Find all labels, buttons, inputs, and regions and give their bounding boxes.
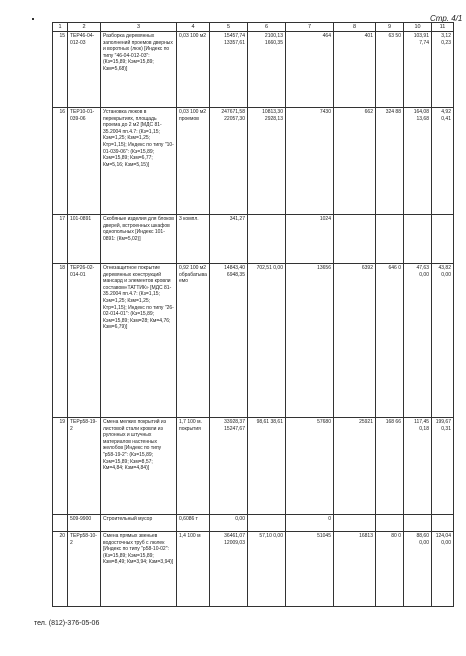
unit-cost-machines: [248, 215, 286, 264]
col-1: 1: [53, 23, 68, 32]
work-description: Установка люков в перекрытиях, площадь проема до 2 м2 [МДС 81-35.2004 пп.4.7: (Кз=1,15; Кэм=1,25; Кзм=1,25; Ктр=1,15); Индекс по типу "10-01-039-06": (Кз=15,89; Кэм=15,89; Кзм=6,77; Км=5,16; Кзм=5,15)]: [101, 108, 177, 215]
total-wages: 6392: [334, 264, 376, 418]
work-description: Разборка деревянных заполнений проемов дверных и воротных (люк) [Индекс по типу "46-04-012-03": (Кз=15,89; Кэм=15,89; Кзм=5,68)]: [101, 32, 177, 108]
table-row: [53, 32, 454, 108]
total-machines: 80 0: [376, 532, 404, 607]
total-wages: 25921: [334, 418, 376, 515]
work-description: Смена прямых звеньев водосточных труб с люлек [Индекс по типу "р58-10-02": (Кз=15,89; Кэм=15,89; Кзм=8,49; Км=3,94; Кзм=3,94)]: [101, 532, 177, 607]
labor-unit: 88,60 0,00: [404, 532, 432, 607]
rate-code: ТЕР46-04-012-03: [68, 32, 101, 108]
labor-unit: 47,63 0,00: [404, 264, 432, 418]
col-6: 6: [248, 23, 286, 32]
row-number: 15: [53, 32, 68, 108]
row-number: [53, 515, 68, 532]
footer-phone: тел. (812)-376-05-06: [34, 620, 100, 627]
total-wages: [334, 515, 376, 532]
total-machines: 324 88: [376, 108, 404, 215]
labor-unit: 103,91 7,74: [404, 32, 432, 108]
quantity: 1,4 100 м: [177, 532, 210, 607]
labor-unit: [404, 515, 432, 532]
labor-total: 124,04 0,00: [432, 532, 454, 607]
unit-cost: 33928,37 15247,67: [210, 418, 248, 515]
quantity: 1,7 100 м. покрытия: [177, 418, 210, 515]
unit-cost: 36461,07 12009,03: [210, 532, 248, 607]
rate-code: 509-9900: [68, 515, 101, 532]
total-cost: 57680: [286, 418, 334, 515]
row-number: 17: [53, 215, 68, 264]
quantity: 0,03 100 м2: [177, 32, 210, 108]
unit-cost: 14843,40 6948,35: [210, 264, 248, 418]
total-cost: 464: [286, 32, 334, 108]
unit-cost: 0,00: [210, 515, 248, 532]
labor-unit: [404, 215, 432, 264]
work-description: Скобяные изделия для блоков дверей, встроенных шкафов однопольных [Индекс 101-0891: (Км=5,02)]: [101, 215, 177, 264]
labor-total: 199,67 0,31: [432, 418, 454, 515]
unit-cost-machines: 57,10 0,00: [248, 532, 286, 607]
row-number: 18: [53, 264, 68, 418]
quantity: 0,92 100 м2 обрабатываемо: [177, 264, 210, 418]
total-machines: 646 0: [376, 264, 404, 418]
unit-cost-machines: 98,61 38,61: [248, 418, 286, 515]
rate-code: ТЕРр58-10-2: [68, 532, 101, 607]
total-wages: [334, 215, 376, 264]
total-machines: 63 50: [376, 32, 404, 108]
rate-code: ТЕР26-02-014-01: [68, 264, 101, 418]
sheet-label: Стр. 4/1: [430, 14, 463, 23]
row-number: 16: [53, 108, 68, 215]
table-row: [53, 108, 454, 215]
col-7: 7: [286, 23, 334, 32]
table-row: [53, 515, 454, 532]
column-number-row: [53, 23, 454, 32]
col-3: 3: [101, 23, 177, 32]
total-wages: 16813: [334, 532, 376, 607]
col-10: 10: [404, 23, 432, 32]
unit-cost-machines: 2100,13 1660,35: [248, 32, 286, 108]
table-row: [53, 532, 454, 607]
col-4: 4: [177, 23, 210, 32]
quantity: 0,6086 т: [177, 515, 210, 532]
total-cost: 0: [286, 515, 334, 532]
col-5: 5: [210, 23, 248, 32]
col-11: 11: [432, 23, 454, 32]
col-9: 9: [376, 23, 404, 32]
total-cost: 7430: [286, 108, 334, 215]
work-description: Смена мелких покрытий из листовой стали кровли из рулонных и штучных материалов настенных желобов [Индекс по типу "р58-19-2": (Кз=15,89; Кэм=15,89; Кзм=8,57; Км=4,84; Кзм=4,84)]: [101, 418, 177, 515]
work-description: Строительный мусор: [101, 515, 177, 532]
labor-total: 43,82 0,00: [432, 264, 454, 418]
total-machines: [376, 515, 404, 532]
unit-cost: 341,27: [210, 215, 248, 264]
rate-code: 101-0891: [68, 215, 101, 264]
table-row: [53, 264, 454, 418]
total-cost: 1024: [286, 215, 334, 264]
table-row: [53, 418, 454, 515]
rate-code: ТЕРр58-19-2: [68, 418, 101, 515]
unit-cost-machines: 702,51 0,00: [248, 264, 286, 418]
total-wages: 662: [334, 108, 376, 215]
unit-cost: 15457,74 13357,61: [210, 32, 248, 108]
total-cost: 13656: [286, 264, 334, 418]
estimate-table: [52, 22, 454, 607]
unit-cost-machines: [248, 515, 286, 532]
labor-total: 4,92 0,41: [432, 108, 454, 215]
labor-total: [432, 515, 454, 532]
unit-cost-machines: 10813,30 2928,13: [248, 108, 286, 215]
row-number: 20: [53, 532, 68, 607]
quantity: 3 компл.: [177, 215, 210, 264]
labor-total: [432, 215, 454, 264]
total-wages: 401: [334, 32, 376, 108]
work-description: Огнезащитное покрытие деревянных конструкций мансард и элементов кровли составом«ТАТТИК» [МДС 81-35.2004 пп.4.7: (Кз=1,15; Кэм=1,25; Кзм=1,25; Ктр=1,15); Индекс по типу "26-02-014-01": (Кз=15,89; Кэм=15,89; Кзм=28; Км=4,76; Кзм=6,79)]: [101, 264, 177, 418]
total-machines: [376, 215, 404, 264]
unit-cost: 247671,58 22057,30: [210, 108, 248, 215]
col-2: 2: [68, 23, 101, 32]
quantity: 0,03 100 м2 проемов: [177, 108, 210, 215]
rate-code: ТЕР10-01-039-06: [68, 108, 101, 215]
scan-speck: [32, 18, 34, 20]
labor-total: 3,12 0,23: [432, 32, 454, 108]
row-number: 19: [53, 418, 68, 515]
labor-unit: 164,08 13,68: [404, 108, 432, 215]
table-row: [53, 215, 454, 264]
labor-unit: 117,45 0,18: [404, 418, 432, 515]
total-cost: 51045: [286, 532, 334, 607]
total-machines: 168 66: [376, 418, 404, 515]
col-8: 8: [334, 23, 376, 32]
